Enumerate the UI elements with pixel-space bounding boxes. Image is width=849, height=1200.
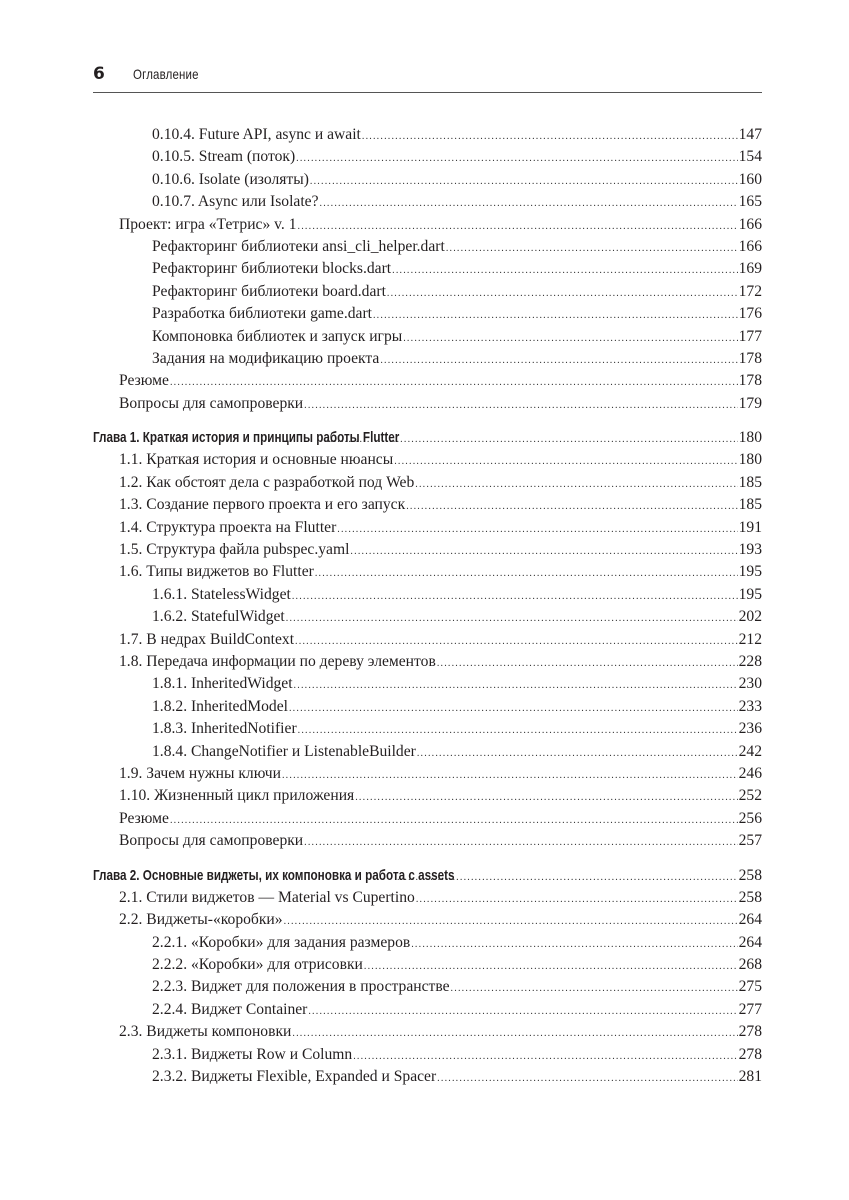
toc-entry-page-number: 179 (738, 394, 762, 412)
toc-entry[interactable] (93, 1044, 762, 1066)
toc-entry-page-number: 185 (738, 496, 762, 514)
toc-entry-page-number: 166 (738, 215, 762, 233)
toc-chapter-entry[interactable] (93, 427, 762, 449)
toc-entry-title: 1.10. Жизненный цикл приложения (119, 787, 355, 805)
dot-leader (355, 787, 737, 809)
toc-entry-page-number: 165 (738, 193, 762, 211)
dot-leader (337, 519, 737, 541)
dot-leader (451, 978, 738, 1000)
toc-entry-page-number: 185 (738, 473, 762, 491)
toc-entry-title: 1.8.3. InheritedNotifier (152, 720, 297, 738)
toc-entry-page-number: 169 (738, 260, 762, 278)
toc-entry-page-number: 264 (738, 911, 762, 929)
dot-leader (373, 305, 738, 327)
toc-entry-page-number: 160 (738, 170, 762, 188)
toc-entry[interactable] (93, 169, 762, 191)
toc-entry-title: 1.4. Структура проекта на Flutter (119, 518, 337, 536)
toc-entry-title: Рефакторинг библиотеки ansi_cli_helper.dart (152, 237, 445, 255)
toc-entry[interactable] (93, 472, 762, 494)
toc-entry[interactable] (93, 763, 762, 785)
toc-entry-page-number: 258 (738, 888, 762, 906)
dot-leader (304, 395, 737, 417)
toc-entry-page-number: 202 (738, 608, 762, 626)
toc-entry-title: Компоновка библиотек и запуск игры (152, 327, 403, 345)
dot-leader (295, 631, 738, 653)
dot-leader (294, 675, 738, 697)
dot-leader (170, 810, 738, 832)
dot-leader (364, 956, 738, 978)
dot-leader (170, 372, 738, 394)
page-number: 6 (93, 64, 105, 84)
toc-entry[interactable] (93, 214, 762, 236)
toc-entry-title: 1.5. Структура файла pubspec.yaml (119, 541, 350, 559)
dot-leader (353, 1046, 737, 1068)
toc-entry-title: Вопросы для самопроверки (119, 832, 304, 850)
dot-leader (350, 541, 737, 563)
dot-leader (308, 1001, 737, 1023)
toc-entry[interactable] (93, 718, 762, 740)
dot-leader (387, 283, 738, 305)
toc-entry-page-number: 178 (738, 372, 762, 390)
toc-entry-title: 2.2.1. «Коробки» для задания размеров (152, 933, 411, 951)
toc-entry-page-number: 278 (738, 1023, 762, 1041)
toc-entry-page-number: 257 (738, 832, 762, 850)
toc-entry-page-number: 147 (738, 126, 762, 143)
toc-entry-title: 2.3.1. Виджеты Row и Column (152, 1045, 353, 1063)
toc-entry[interactable] (93, 1066, 762, 1088)
toc-entry-title: 1.9. Зачем нужны ключи (119, 764, 281, 782)
toc-entry-title: 1.8.4. ChangeNotifier и ListenableBuilder (152, 742, 416, 760)
toc-entry[interactable] (93, 539, 762, 561)
toc-entry-page-number: 278 (738, 1045, 762, 1063)
toc-entry-page-number: 281 (738, 1068, 762, 1086)
toc-entry-title: 1.8.2. InheritedModel (152, 697, 288, 715)
page-header (93, 62, 762, 93)
toc-entry[interactable] (93, 281, 762, 303)
toc-entry[interactable] (93, 584, 762, 606)
toc-entry-title: Проект: игра «Тетрис» v. 1 (119, 215, 297, 233)
toc-entry[interactable] (93, 393, 762, 415)
dot-leader (392, 260, 737, 282)
dot-leader (394, 451, 737, 473)
toc-entry[interactable] (93, 673, 762, 695)
dot-leader (292, 586, 738, 608)
toc-entry-title: 1.8.1. InheritedWidget (152, 675, 293, 693)
toc-entry-title: 2.2.2. «Коробки» для отрисовки (152, 956, 363, 974)
toc-entry-page-number: 258 (738, 866, 762, 884)
dot-leader (298, 216, 738, 238)
toc-entry-title: 0.10.4. Future API, async и await (152, 126, 361, 143)
toc-entry-page-number: 172 (738, 282, 762, 300)
toc-entry-title: 2.1. Стили виджетов — Material vs Cupertino (119, 888, 415, 906)
toc-entry-page-number: 195 (738, 563, 762, 581)
toc-entry-page-number: 178 (738, 349, 762, 367)
toc-entry-title: 1.8. Передача информации по дереву элементов (119, 652, 436, 670)
toc-entry-title: 1.2. Как обстоят дела с разработкой под Web (119, 473, 415, 491)
toc-entry[interactable] (93, 258, 762, 280)
toc-chapter-entry[interactable] (93, 865, 762, 887)
dot-leader (284, 911, 738, 933)
toc-entry-page-number: 246 (738, 764, 762, 782)
dot-leader (289, 698, 738, 720)
toc-entry[interactable] (93, 326, 762, 348)
toc-entry[interactable] (93, 808, 762, 830)
dot-leader (292, 1023, 737, 1045)
toc-entry-page-number: 177 (738, 327, 762, 345)
toc-entry-page-number: 180 (738, 451, 762, 469)
toc-entry-page-number: 256 (738, 809, 762, 827)
toc-entry[interactable] (93, 830, 762, 852)
toc-entry[interactable] (93, 606, 762, 628)
dot-leader (315, 563, 738, 585)
toc-entry-page-number: 268 (738, 956, 762, 974)
toc-entry-title: 2.3.2. Виджеты Flexible, Expanded и Spacer (152, 1068, 437, 1086)
toc-entry[interactable] (93, 449, 762, 471)
toc-entry[interactable] (93, 494, 762, 516)
toc-entry[interactable] (93, 741, 762, 763)
dot-leader (282, 765, 738, 787)
toc-entry[interactable] (93, 909, 762, 931)
toc-entry-title: Резюме (119, 372, 169, 390)
toc-entry[interactable] (93, 785, 762, 807)
dot-leader (417, 743, 738, 765)
toc-entry-title: 2.2.4. Виджет Container (152, 1000, 308, 1018)
toc-entry-page-number: 154 (738, 148, 762, 166)
toc-entry-page-number: 230 (738, 675, 762, 693)
toc-entry-title: 0.10.6. Isolate (изоляты) (152, 170, 309, 188)
toc-entry-title: 1.6. Типы виджетов во Flutter (119, 563, 314, 581)
toc-entry-page-number: 180 (738, 429, 762, 447)
toc-entry-title: 1.1. Краткая история и основные нюансы (119, 451, 394, 469)
toc-entry[interactable] (93, 124, 762, 146)
toc-entry-page-number: 233 (738, 697, 762, 715)
toc-entry-title: Глава 2. Основные виджеты, их компоновка и работа с assets (93, 866, 455, 884)
toc-entry-title: Рефакторинг библиотеки board.dart (152, 282, 386, 300)
dot-leader (406, 496, 737, 518)
toc-entry[interactable] (93, 348, 762, 370)
toc-entry[interactable] (93, 629, 762, 651)
toc-entry-title: 1.6.2. StatefulWidget (152, 608, 285, 626)
toc-entry[interactable] (93, 236, 762, 258)
dot-leader (304, 832, 737, 854)
toc-entry[interactable] (93, 954, 762, 976)
toc-entry-page-number: 252 (738, 787, 762, 805)
toc-entry-title: Разработка библиотеки game.dart (152, 305, 372, 323)
toc-entry-page-number: 275 (738, 978, 762, 996)
toc-entry[interactable] (93, 517, 762, 539)
toc-entry-page-number: 166 (738, 237, 762, 255)
toc-entry-page-number: 191 (738, 518, 762, 536)
toc-entry[interactable] (93, 191, 762, 213)
dot-leader (411, 934, 737, 956)
toc-entry-title: 0.10.7. Async или Isolate? (152, 193, 319, 211)
running-title: Оглавление (133, 66, 199, 82)
toc-entry-title: 1.3. Создание первого проекта и его запуск (119, 496, 406, 514)
dot-leader (286, 608, 738, 630)
dot-leader (437, 653, 738, 675)
dot-leader (296, 148, 737, 170)
dot-leader (403, 328, 737, 350)
toc-entry[interactable] (93, 561, 762, 583)
toc-entry-title: 0.10.5. Stream (поток) (152, 148, 296, 166)
toc-entry[interactable] (93, 303, 762, 325)
toc-entry-title: Задания на модификацию проекта (152, 349, 380, 367)
dot-leader (310, 171, 738, 193)
toc-entry-title: 2.3. Виджеты компоновки (119, 1023, 292, 1041)
toc-entry-page-number: 277 (738, 1000, 762, 1018)
toc-entry[interactable] (93, 370, 762, 392)
toc-entry-page-number: 193 (738, 541, 762, 559)
toc-entry[interactable] (93, 976, 762, 998)
toc-entry-page-number: 195 (738, 585, 762, 603)
dot-leader (320, 193, 738, 215)
toc-entry-title: 2.2.3. Виджет для положения в пространстве (152, 978, 450, 996)
toc-entry-page-number: 242 (738, 742, 762, 760)
toc-entry[interactable] (93, 887, 762, 909)
dot-leader (416, 889, 738, 911)
dot-leader (446, 238, 738, 260)
toc-entry-page-number: 228 (738, 652, 762, 670)
toc-entry-page-number: 212 (738, 630, 762, 648)
toc-entry-title: 1.6.1. StatelessWidget (152, 585, 291, 603)
toc-entry-title: Вопросы для самопроверки (119, 394, 304, 412)
dot-leader (415, 474, 737, 496)
toc-entry-page-number: 236 (738, 720, 762, 738)
dot-leader (380, 350, 737, 372)
toc-entry-title: Резюме (119, 809, 169, 827)
toc-entry[interactable] (93, 1021, 762, 1043)
dot-leader (298, 720, 738, 742)
dot-leader (437, 1068, 737, 1090)
toc-entry[interactable] (93, 696, 762, 718)
toc-entry[interactable] (93, 999, 762, 1021)
toc-entry-title: Рефакторинг библиотеки blocks.dart (152, 260, 392, 278)
toc-entry-title: 1.7. В недрах BuildContext (119, 630, 295, 648)
toc-entry[interactable] (93, 651, 762, 673)
toc-entry[interactable] (93, 146, 762, 168)
toc-entry[interactable] (93, 932, 762, 954)
table-of-contents (93, 124, 762, 1088)
toc-entry-page-number: 176 (738, 305, 762, 323)
toc-entry-title: 2.2. Виджеты-«коробки» (119, 911, 283, 929)
toc-entry-page-number: 264 (738, 933, 762, 951)
toc-entry-title: Глава 1. Краткая история и принципы работы Flutter (93, 429, 400, 447)
dot-leader (362, 126, 738, 148)
